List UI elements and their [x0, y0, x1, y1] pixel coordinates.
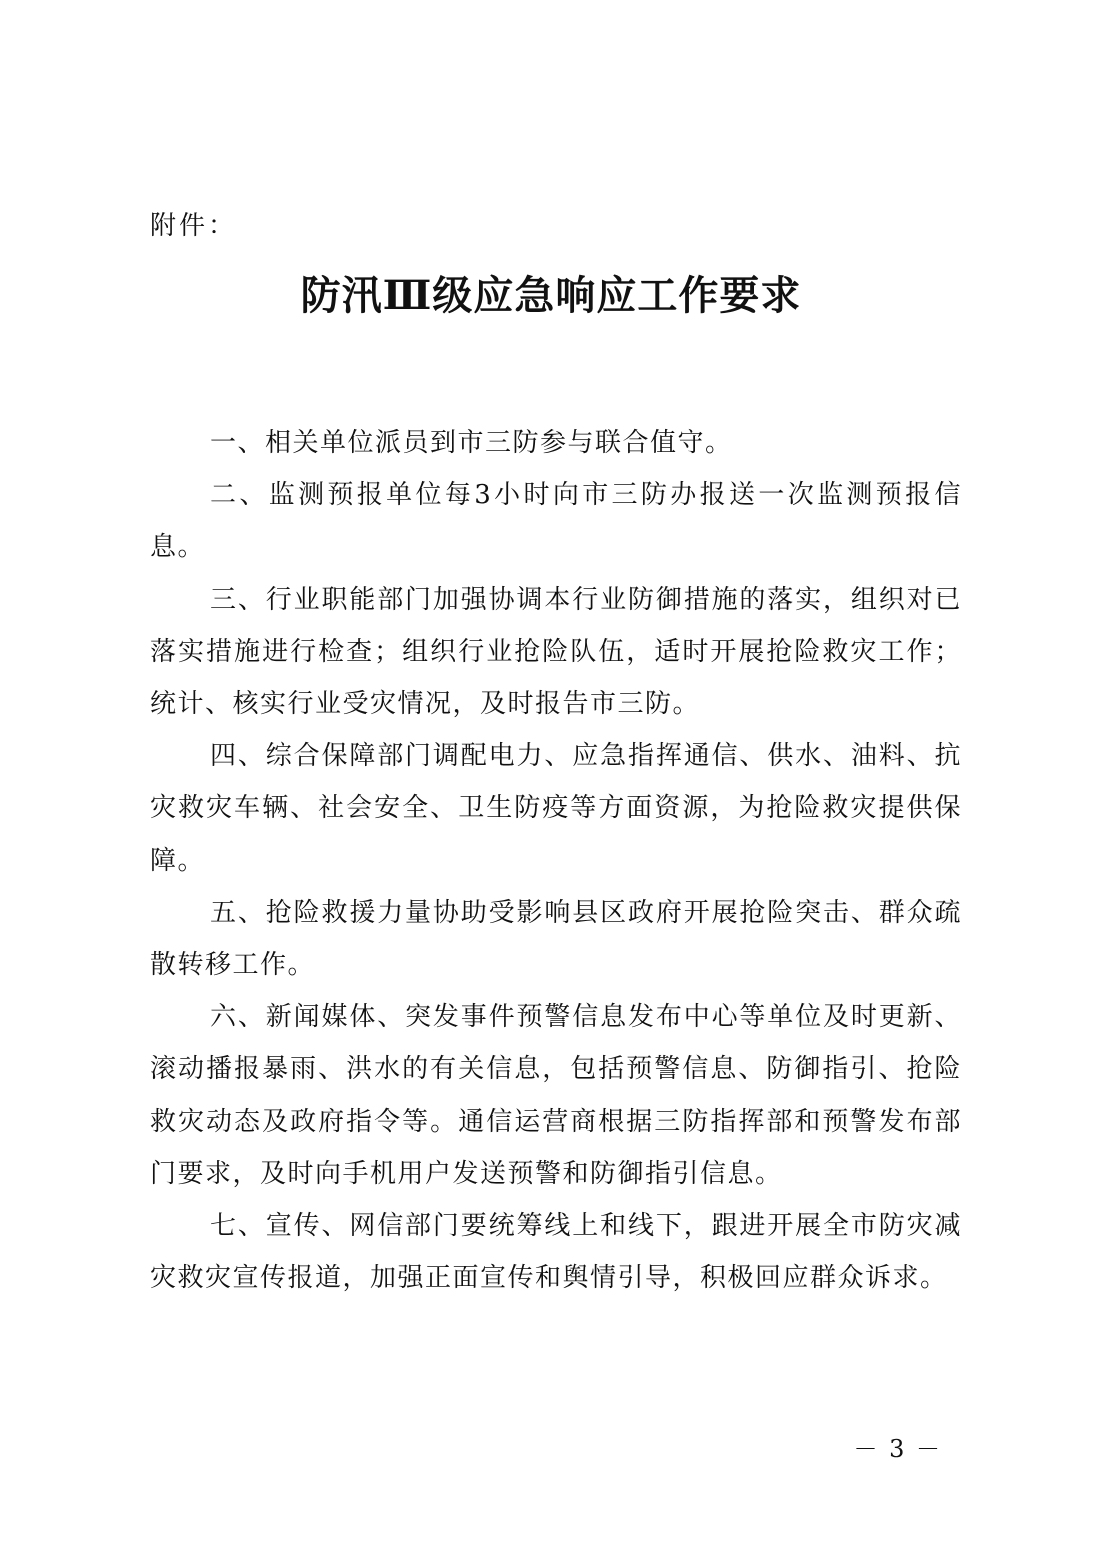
- paragraph-6: 六、新闻媒体、突发事件预警信息发布中心等单位及时更新、滚动播报暴雨、洪水的有关信息，包括预警信息、防御指引、抢险救灾动态及政府指令等。通信运营商根据三防指挥部和预警发布部门要求，及时向手机用户发送预警和防御指引信息。: [150, 1002, 962, 1189]
- page-title: 防汛Ⅲ级应急响应工作要求: [300, 272, 802, 319]
- paragraph-1: 一、相关单位派员到市三防参与联合值守。: [210, 428, 733, 458]
- paragraph-4: 四、综合保障部门调配电力、应急指挥通信、供水、油料、抗灾救灾车辆、社会安全、卫生防疫等方面资源，为抢险救灾提供保障。: [150, 741, 962, 876]
- paragraph-5: 五、抢险救援力量协助受影响县区政府开展抢险突击、群众疏散转移工作。: [150, 897, 962, 981]
- paragraph-2: 二、监测预报单位每3小时向市三防办报送一次监测预报信息。: [150, 480, 962, 563]
- document-body: [150, 417, 962, 1304]
- paragraph-7: 七、宣传、网信部门要统筹线上和线下，跟进开展全市防灾减灾救灾宣传报道，加强正面宣传和舆情引导，积极回应群众诉求。: [150, 1211, 962, 1294]
- attachment-label: 附件：: [150, 211, 238, 241]
- page-number: － 3 －: [853, 1435, 942, 1463]
- paragraph-3: 三、行业职能部门加强协调本行业防御措施的落实，组织对已落实措施进行检查；组织行业抢险队伍，适时开展抢险救灾工作；统计、核实行业受灾情况，及时报告市三防。: [150, 584, 962, 720]
